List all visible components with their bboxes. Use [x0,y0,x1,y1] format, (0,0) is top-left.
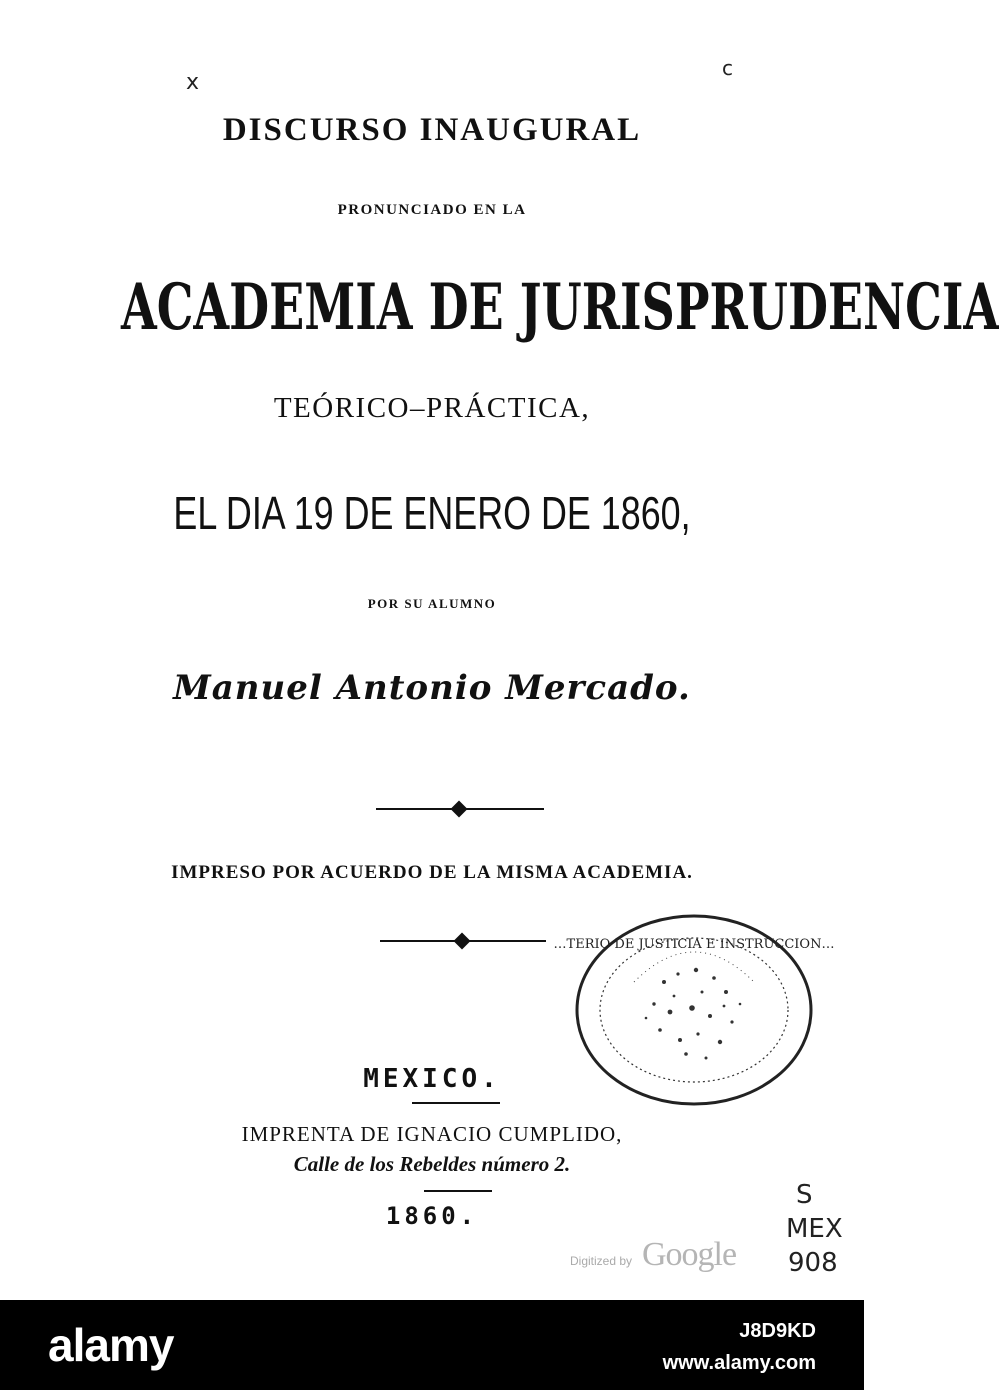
imprint-printer: IMPRENTA DE IGNACIO CUMPLIDO, [241,1122,623,1146]
ornament-diamond-1 [451,801,468,818]
alamy-url: www.alamy.com [662,1352,816,1374]
alamy-logo: alamy [48,1319,174,1371]
title-line-por-su-alumno: POR SU ALUMNO [367,596,497,611]
margin-note-top-right: c [722,56,733,80]
city-underline [412,1102,500,1104]
digitized-by-label: Digitized by [570,1254,633,1268]
call-number-line-1: S [796,1180,813,1210]
imprint-address: Calle de los Rebeldes número 2. [293,1152,571,1176]
title-line-pronunciado: PRONUNCIADO EN LA [337,202,527,218]
author-name: Manuel Antonio Mercado. [173,668,691,708]
address-underline [424,1190,492,1192]
title-line-discurso: DISCURSO INAUGURAL [222,112,642,148]
imprint-city: MEXICO. [363,1064,501,1094]
call-number-line-3: 908 [788,1248,838,1278]
imprint-year: 1860. [385,1202,479,1230]
margin-note-top-left: x [186,70,200,95]
ornament-diamond-2 [454,933,471,950]
title-line-academia: ACADEMIA DE JURISPRUDENCIA [120,270,999,345]
title-line-date: EL DIA 19 DE ENERO DE 1860, [173,487,691,539]
google-logo: Google [642,1236,737,1273]
alamy-watermark-bar [0,1300,864,1390]
stamp-text: …TERIO DE JUSTICIA E INSTRUCCION… [553,937,835,952]
title-line-teorico: TEÓRICO–PRÁCTICA, [273,392,591,424]
imprint-note: IMPRESO POR ACUERDO DE LA MISMA ACADEMIA. [171,862,693,883]
call-number-line-2: MEX [786,1214,843,1244]
alamy-image-id: J8D9KD [739,1320,816,1342]
